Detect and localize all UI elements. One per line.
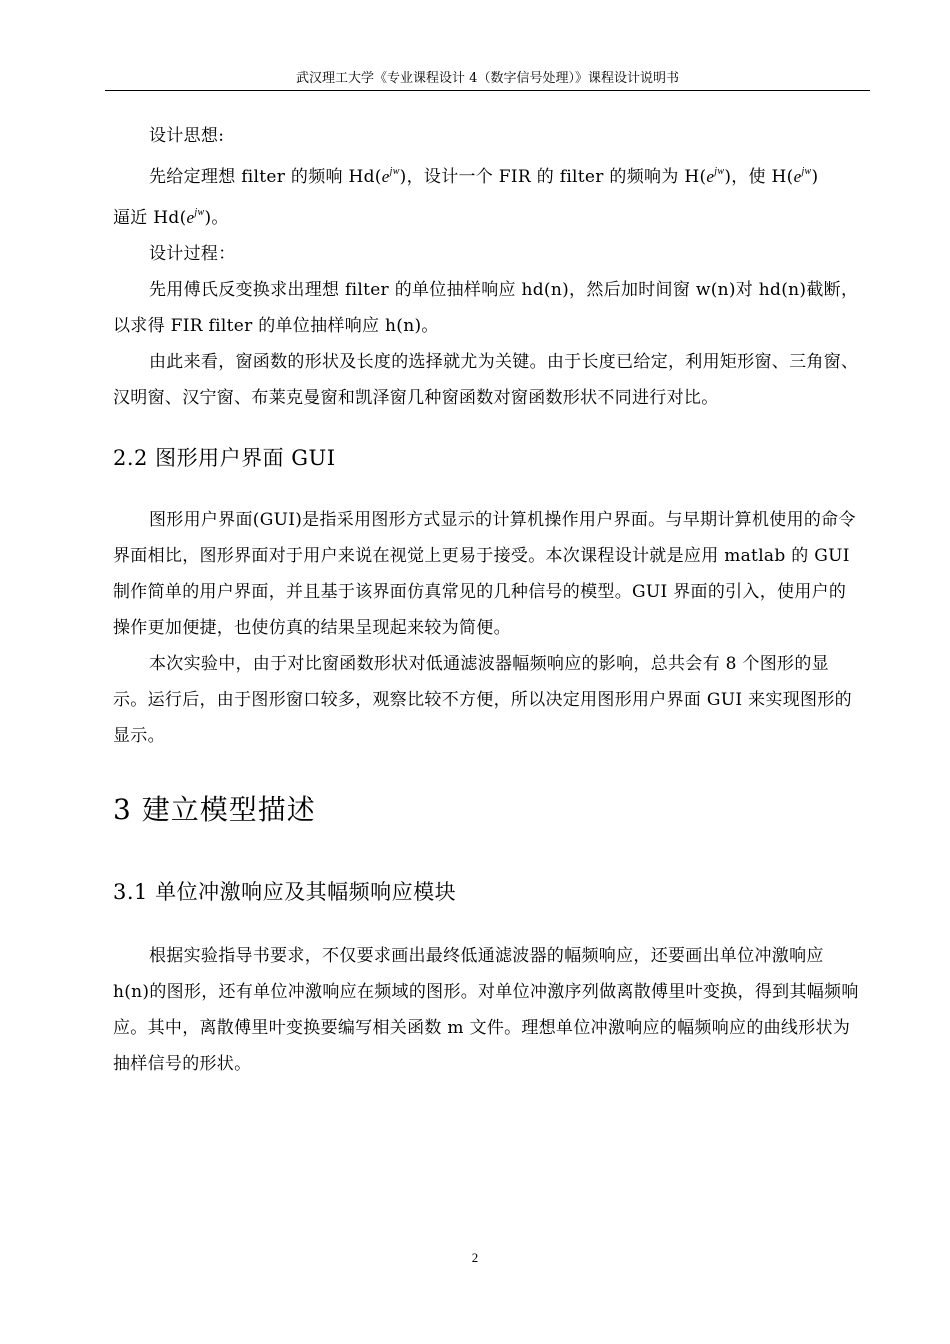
design-idea-text-3: )，使 H( (724, 167, 794, 187)
section-2-2-paragraph-2: 本次实验中，由于对比窗函数形状对低通滤波器幅频响应的影响，总共会有 8 个图形的显示。运行后，由于图形窗口较多，观察比较不方便，所以决定用图形用户界面 GUI 来实现图形的显示。 (113, 654, 852, 746)
design-process-paragraph-2: 由此来看，窗函数的形状及长度的选择就尤为关键。由于长度已给定，利用矩形窗、三角窗、汉明窗、汉宁窗、布莱克曼窗和凯泽窗几种窗函数对窗函数形状不同进行对比。 (113, 352, 859, 408)
ejw-expression-1: $e^{jw}$ (381, 166, 400, 186)
ejw-expression-4: $e^{jw}$ (186, 207, 205, 227)
ejw-expression-3: $e^{jw}$ (793, 166, 812, 186)
section-3-1-paragraph: 根据实验指导书要求，不仅要求画出最终低通滤波器的幅频响应，还要画出单位冲激响应 h(n)的图形，还有单位冲激响应在频域的图形。对单位冲激序列做离散傅里叶变换，得到其幅频响应。其中，离散傅里叶变换要编写相关函数 m 文件。理想单位冲激响应的幅频响应的曲线形状为抽样信号的形状。 (113, 946, 859, 1074)
design-process-paragraph-1: 先用傅氏反变换求出理想 filter 的单位抽样响应 hd(n)，然后加时间窗 w(n)对 hd(n)截断，以求得 FIR filter 的单位抽样响应 h(n)。 (113, 280, 859, 336)
ejw-expression-2: $e^{jw}$ (706, 166, 725, 186)
design-idea-text-2: )，设计一个 FIR 的 filter 的频响为 H( (399, 167, 707, 187)
design-idea-paragraph (113, 154, 861, 195)
section-3-title: 3 建立模型描述 (113, 793, 316, 826)
design-idea-paragraph-continued (113, 195, 861, 236)
section-2-2-title: 2.2 图形用户界面 GUI (113, 446, 336, 470)
design-idea-text-6: )。 (204, 208, 229, 228)
document-body (113, 118, 861, 1082)
design-idea-text-4: ) (811, 167, 819, 187)
page-header (105, 70, 870, 91)
page-number: 2 (471, 1250, 479, 1265)
header-title: 武汉理工大学《专业课程设计 4（数字信号处理）》课程设计说明书 (296, 71, 679, 86)
design-idea-heading: 设计思想: (149, 126, 225, 146)
section-3-1-title: 3.1 单位冲激响应及其幅频响应模块 (113, 880, 457, 904)
section-2-2-paragraph-1: 图形用户界面(GUI)是指采用图形方式显示的计算机操作用户界面。与早期计算机使用的命令界面相比，图形界面对于用户来说在视觉上更易于接受。本次课程设计就是应用 matlab 的 GUI 制作简单的用户界面，并且基于该界面仿真常见的几种信号的模型。GUI 界面的引入，使用户的操作更加便捷，也使仿真的结果呈现起来较为简便。 (113, 510, 856, 638)
design-idea-text-5: 逼近 Hd( (113, 208, 187, 228)
design-process-heading: 设计过程： (149, 244, 236, 264)
design-idea-text-1: 先给定理想 filter 的频响 Hd( (149, 167, 382, 187)
